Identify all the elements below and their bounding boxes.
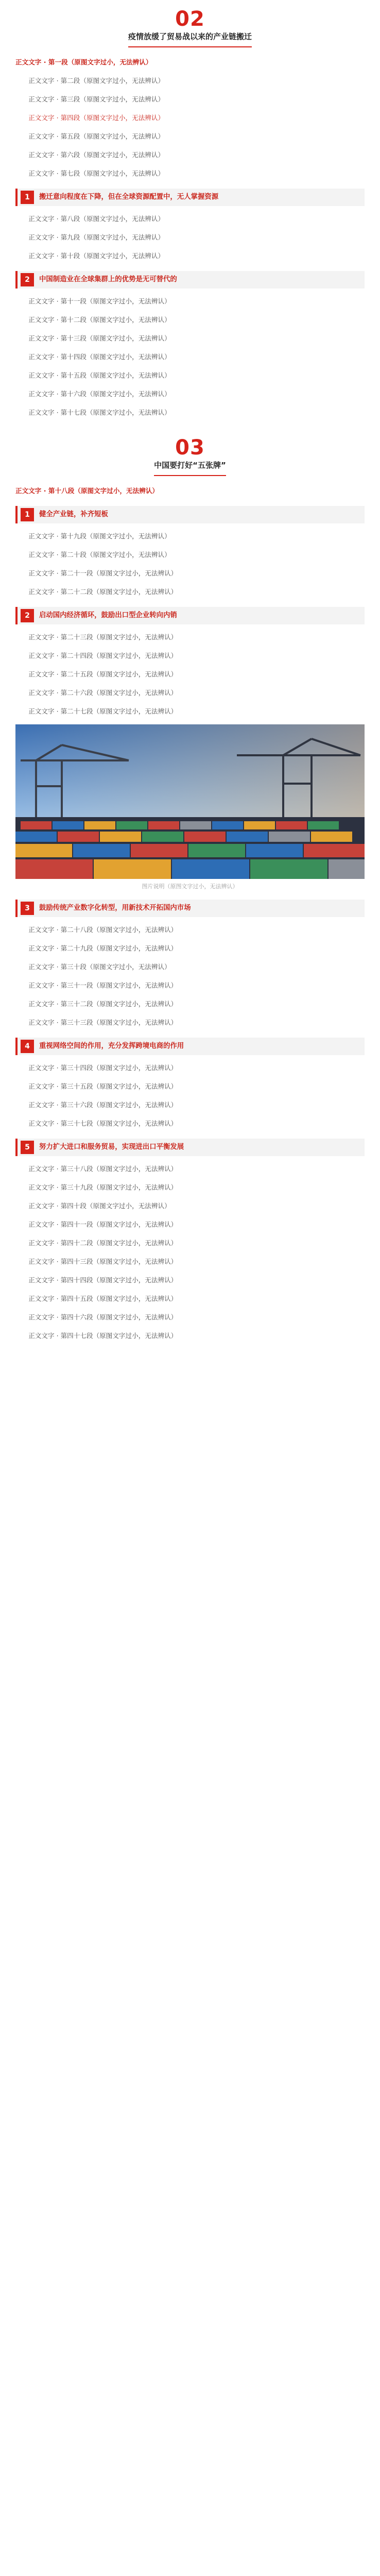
subsection-number: 2: [21, 609, 34, 622]
port-photo: [15, 724, 365, 879]
section-03-header: [15, 436, 365, 476]
subsection-title: 鼓励传统产业数字化转型，用新技术开拓国内市场: [39, 904, 191, 912]
subsection-band: [15, 1139, 365, 1156]
paragraph: 正文文字 · 第二十三段（原图文字过小，无法辨认）: [28, 633, 178, 641]
subsection-title: 努力扩大进口和服务贸易，实现进出口平衡发展: [39, 1143, 184, 1151]
paragraph: 正文文字 · 第三十二段（原图文字过小，无法辨认）: [28, 1000, 178, 1008]
paragraph-highlight: 正文文字 · 第四段（原图文字过小，无法辨认）: [28, 114, 165, 122]
paragraph: 正文文字 · 第三十段（原图文字过小，无法辨认）: [28, 963, 171, 971]
section-02-header: [15, 7, 365, 47]
subsection-band: [15, 900, 365, 917]
subsection-title: 搬迁意向程度在下降，但在全球资源配置中，无人掌握资源: [39, 193, 219, 201]
subsection-number: 4: [21, 1040, 34, 1053]
paragraph: 正文文字 · 第四十四段（原图文字过小，无法辨认）: [28, 1276, 178, 1284]
paragraph: 正文文字 · 第二十九段（原图文字过小，无法辨认）: [28, 944, 178, 952]
paragraph: 正文文字 · 第四十七段（原图文字过小，无法辨认）: [28, 1332, 178, 1340]
photo-caption: 图片说明（原图文字过小，无法辨认）: [142, 883, 238, 890]
paragraph: 正文文字 · 第三十八段（原图文字过小，无法辨认）: [28, 1165, 178, 1173]
paragraph: 正文文字 · 第十七段（原图文字过小，无法辨认）: [28, 409, 171, 416]
paragraph: 正文文字 · 第二十二段（原图文字过小，无法辨认）: [28, 588, 178, 596]
paragraph: 正文文字 · 第四十五段（原图文字过小，无法辨认）: [28, 1295, 178, 1302]
paragraph: 正文文字 · 第十段（原图文字过小，无法辨认）: [28, 252, 165, 260]
paragraph: 正文文字 · 第四十三段（原图文字过小，无法辨认）: [28, 1258, 178, 1265]
paragraph: 正文文字 · 第十四段（原图文字过小，无法辨认）: [28, 353, 171, 361]
paragraph: 正文文字 · 第四十一段（原图文字过小，无法辨认）: [28, 1221, 178, 1228]
paragraph: 正文文字 · 第三段（原图文字过小，无法辨认）: [28, 95, 165, 103]
paragraph: 正文文字 · 第二十段（原图文字过小，无法辨认）: [28, 551, 171, 558]
subsection-title: 中国制造业在全球集群上的优势是无可替代的: [39, 276, 177, 283]
paragraph: 正文文字 · 第六段（原图文字过小，无法辨认）: [28, 151, 165, 159]
section-title: 疫情放缓了贸易战以来的产业链搬迁: [128, 31, 252, 47]
paragraph: 正文文字 · 第九段（原图文字过小，无法辨认）: [28, 233, 165, 241]
paragraph: 正文文字 · 第七段（原图文字过小，无法辨认）: [28, 170, 165, 177]
paragraph: 正文文字 · 第十三段（原图文字过小，无法辨认）: [28, 334, 171, 342]
paragraph: 正文文字 · 第十九段（原图文字过小，无法辨认）: [28, 532, 171, 540]
paragraph: 正文文字 · 第四十段（原图文字过小，无法辨认）: [28, 1202, 171, 1210]
section-number: 03: [175, 436, 205, 460]
subsection-band: [15, 1038, 365, 1055]
paragraph: 正文文字 · 第三十六段（原图文字过小，无法辨认）: [28, 1101, 178, 1109]
paragraph: 正文文字 · 第二十六段（原图文字过小，无法辨认）: [28, 689, 178, 697]
subsection-number: 3: [21, 902, 34, 915]
paragraph: 正文文字 · 第二十七段（原图文字过小，无法辨认）: [28, 707, 178, 715]
paragraph: 正文文字 · 第三十一段（原图文字过小，无法辨认）: [28, 981, 178, 989]
container-port-image: [15, 724, 365, 879]
paragraph: 正文文字 · 第四十二段（原图文字过小，无法辨认）: [28, 1239, 178, 1247]
paragraph: 正文文字 · 第三十五段（原图文字过小，无法辨认）: [28, 1082, 178, 1090]
paragraph: 正文文字 · 第三十四段（原图文字过小，无法辨认）: [28, 1064, 178, 1072]
paragraph: 正文文字 · 第二十五段（原图文字过小，无法辨认）: [28, 670, 178, 678]
paragraph: 正文文字 · 第十六段（原图文字过小，无法辨认）: [28, 390, 171, 398]
subsection-number: 5: [21, 1141, 34, 1154]
paragraph: 正文文字 · 第三十七段（原图文字过小，无法辨认）: [28, 1120, 178, 1127]
paragraph: 正文文字 · 第十二段（原图文字过小，无法辨认）: [28, 316, 171, 324]
section-number: 02: [175, 7, 205, 31]
paragraph: 正文文字 · 第四十六段（原图文字过小，无法辨认）: [28, 1313, 178, 1321]
subsection-band: [15, 271, 365, 289]
paragraph: 正文文字 · 第五段（原图文字过小，无法辨认）: [28, 132, 165, 140]
section-title: 中国要打好“五张牌”: [154, 460, 226, 476]
paragraph: 正文文字 · 第三十三段（原图文字过小，无法辨认）: [28, 1019, 178, 1026]
subsection-band: [15, 189, 365, 206]
subsection-title: 健全产业链，补齐短板: [39, 511, 108, 518]
paragraph: 正文文字 · 第十一段（原图文字过小，无法辨认）: [28, 297, 171, 305]
subsection-title: 启动国内经济循环，鼓励出口型企业转向内销: [39, 612, 177, 619]
paragraph: 正文文字 · 第八段（原图文字过小，无法辨认）: [28, 215, 165, 223]
subsection-band: [15, 506, 365, 523]
subsection-title: 重视网络空间的作用，充分发挥跨境电商的作用: [39, 1042, 184, 1050]
subsection-number: 1: [21, 508, 34, 521]
subsection-number: 2: [21, 273, 34, 286]
lead-paragraph: 正文文字 · 第一段（原图文字过小，无法辨认）: [15, 58, 152, 66]
paragraph: 正文文字 · 第十五段（原图文字过小，无法辨认）: [28, 371, 171, 379]
paragraph: 正文文字 · 第二段（原图文字过小，无法辨认）: [28, 77, 165, 84]
paragraph: 正文文字 · 第二十一段（原图文字过小，无法辨认）: [28, 569, 178, 577]
paragraph: 正文文字 · 第二十八段（原图文字过小，无法辨认）: [28, 926, 178, 934]
paragraph: 正文文字 · 第二十四段（原图文字过小，无法辨认）: [28, 652, 178, 659]
subsection-band: [15, 607, 365, 624]
subsection-number: 1: [21, 191, 34, 204]
lead-paragraph: 正文文字 · 第十八段（原图文字过小，无法辨认）: [15, 487, 159, 495]
paragraph: 正文文字 · 第三十九段（原图文字过小，无法辨认）: [28, 1183, 178, 1191]
